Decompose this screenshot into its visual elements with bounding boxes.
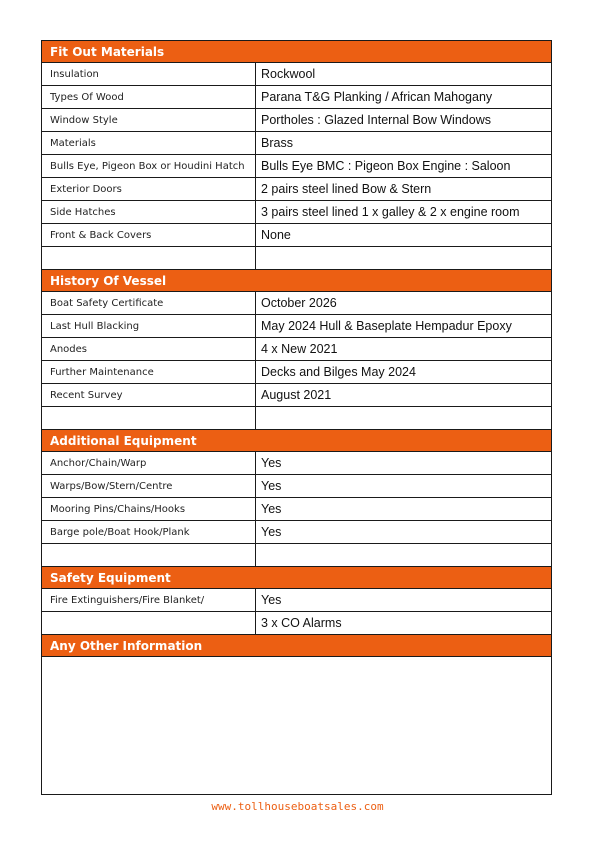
row-value <box>256 247 551 269</box>
table-row <box>42 361 551 384</box>
row-label <box>42 544 256 566</box>
row-label: Recent Survey <box>42 384 256 406</box>
row-value: Yes <box>261 593 282 607</box>
row-value: October 2026 <box>261 296 337 310</box>
row-value: Yes <box>261 502 282 516</box>
table-row <box>42 63 551 86</box>
row-value: May 2024 Hull & Baseplate Hempadur Epoxy <box>261 319 512 333</box>
row-value: Portholes : Glazed Internal Bow Windows <box>261 113 491 127</box>
row-value: 2 pairs steel lined Bow & Stern <box>261 182 432 196</box>
section-title-fit-out-materials: Fit Out Materials <box>42 41 551 63</box>
table-row <box>42 109 551 132</box>
section-title-additional-equipment: Additional Equipment <box>42 430 551 452</box>
section-title-history-of-vessel: History Of Vessel <box>42 270 551 292</box>
table-row-empty <box>42 247 551 270</box>
table-row <box>42 224 551 247</box>
row-label: Mooring Pins/Chains/Hooks <box>42 498 256 520</box>
table-row <box>42 315 551 338</box>
section-title-safety-equipment: Safety Equipment <box>42 567 551 589</box>
row-label: Exterior Doors <box>42 178 256 200</box>
row-label: Barge pole/Boat Hook/Plank <box>42 521 256 543</box>
row-label: Fire Extinguishers/Fire Blanket/ <box>42 589 256 611</box>
row-label: Last Hull Blacking <box>42 315 256 337</box>
row-label: Side Hatches <box>42 201 256 223</box>
row-value: Yes <box>261 479 282 493</box>
table-row <box>42 612 551 635</box>
row-value: Bulls Eye BMC : Pigeon Box Engine : Saloon <box>261 159 511 173</box>
row-label: Bulls Eye, Pigeon Box or Houdini Hatch <box>42 155 256 177</box>
row-value <box>256 544 551 566</box>
row-label: Insulation <box>42 63 256 85</box>
table-row <box>42 201 551 224</box>
row-value: 4 x New 2021 <box>261 342 338 356</box>
row-label: Further Maintenance <box>42 361 256 383</box>
table-row <box>42 521 551 544</box>
table-row <box>42 589 551 612</box>
table-row <box>42 178 551 201</box>
table-row <box>42 86 551 109</box>
row-label: Anchor/Chain/Warp <box>42 452 256 474</box>
row-label: Types Of Wood <box>42 86 256 108</box>
row-value: Rockwool <box>261 67 316 81</box>
table-row <box>42 498 551 521</box>
table-row <box>42 452 551 475</box>
boat-spec-sheet <box>41 40 552 795</box>
row-value: 3 x CO Alarms <box>261 616 342 630</box>
row-value: Decks and Bilges May 2024 <box>261 365 416 379</box>
row-value: Yes <box>261 456 282 470</box>
row-value <box>256 407 551 429</box>
table-row <box>42 292 551 315</box>
row-label: Anodes <box>42 338 256 360</box>
table-row <box>42 155 551 178</box>
table-row <box>42 384 551 407</box>
table-row-empty <box>42 407 551 430</box>
row-label: Front & Back Covers <box>42 224 256 246</box>
row-value: Yes <box>261 525 282 539</box>
row-label: Window Style <box>42 109 256 131</box>
row-label <box>42 247 256 269</box>
row-value: None <box>261 228 291 242</box>
table-row <box>42 338 551 361</box>
table-row <box>42 132 551 155</box>
row-label <box>42 407 256 429</box>
row-value: August 2021 <box>261 388 332 402</box>
footer-website-link[interactable]: www.tollhouseboatsales.com <box>211 800 384 813</box>
row-value: 3 pairs steel lined 1 x galley & 2 x engine room <box>261 205 520 219</box>
row-value: Parana T&G Planking / African Mahogany <box>261 90 493 104</box>
row-label <box>42 612 256 634</box>
other-information-notes-area <box>42 657 551 794</box>
table-row <box>42 475 551 498</box>
table-row-empty <box>42 544 551 567</box>
row-label: Materials <box>42 132 256 154</box>
row-label: Boat Safety Certificate <box>42 292 256 314</box>
row-value: Brass <box>261 136 293 150</box>
row-label: Warps/Bow/Stern/Centre <box>42 475 256 497</box>
section-title-any-other-information: Any Other Information <box>42 635 551 657</box>
